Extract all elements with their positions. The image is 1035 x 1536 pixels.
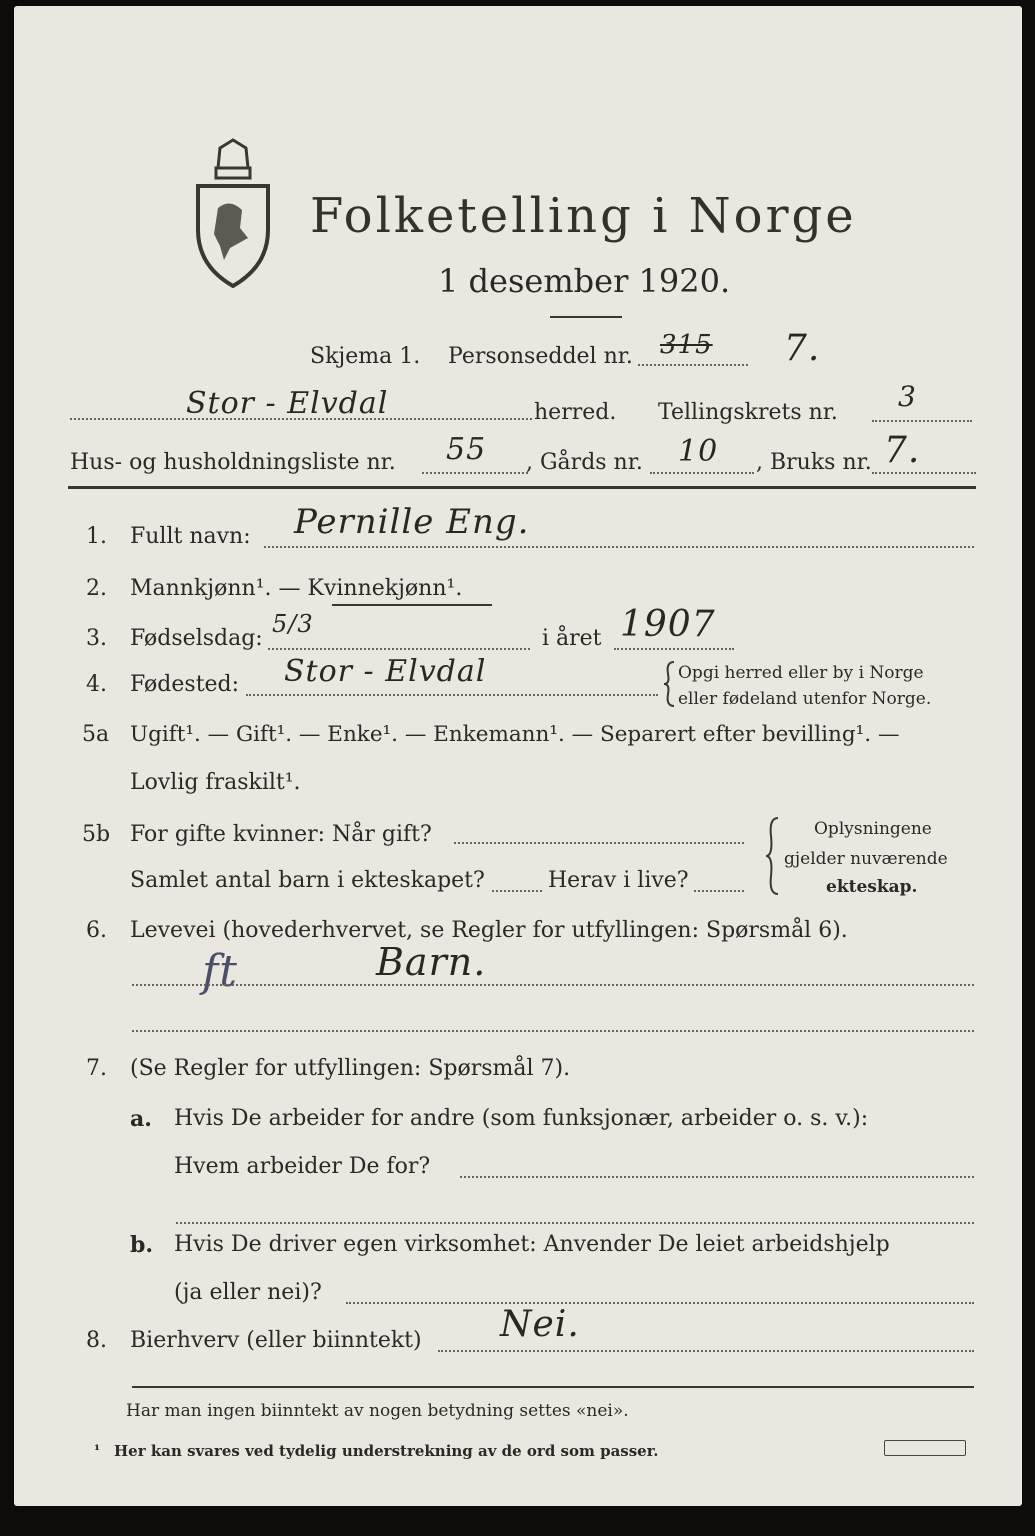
- q3-value: 5/3: [272, 610, 314, 638]
- q6-line-1: [132, 984, 974, 986]
- tellingskrets-label: Tellingskrets nr.: [658, 400, 838, 425]
- q4-label: Fødested:: [130, 672, 240, 697]
- q7-number: 7.: [86, 1056, 107, 1081]
- q6-code-mark: ft: [202, 946, 238, 997]
- q7a-label-2: Hvem arbeider De for?: [174, 1154, 431, 1179]
- q5b-label-3: Herav i live?: [548, 868, 689, 893]
- herred-label: herred.: [534, 400, 617, 425]
- gards-value: 10: [678, 434, 719, 469]
- q7b-value: Nei.: [500, 1304, 580, 1345]
- q5b-note-brace-icon: [764, 816, 780, 896]
- q7a-line-2: [176, 1222, 974, 1224]
- q6-line-2: [132, 1030, 974, 1032]
- q6-value: Barn.: [376, 940, 487, 984]
- q5b-line-2: [492, 890, 542, 892]
- q2-label: Mannkjønn¹. — Kvinnekjønn¹.: [130, 576, 463, 601]
- footer-note: Har man ingen biinntekt av nogen betydning settes «nei».: [126, 1401, 629, 1421]
- q6-number: 6.: [86, 918, 107, 943]
- q5a-label: Ugift¹. — Gift¹. — Enke¹. — Enkemann¹. — Separert efter bevilling¹. —: [130, 722, 900, 747]
- q8-line: [438, 1350, 974, 1352]
- q6-label: Levevei (hovederhvervet, se Regler for utfyllingen: Spørsmål 6).: [130, 918, 848, 943]
- tellingskrets-line: [872, 420, 972, 422]
- q5b-line-3: [694, 890, 744, 892]
- q7a-label: Hvis De arbeider for andre (som funksjonær, arbeider o. s. v.):: [174, 1106, 869, 1131]
- q5b-note-line-3: ekteskap.: [826, 877, 918, 897]
- q1-value: Pernille Eng.: [294, 502, 530, 542]
- title-rule: [550, 316, 622, 318]
- q4-note-line-2: eller fødeland utenfor Norge.: [678, 689, 932, 709]
- q4-line: [246, 694, 658, 696]
- q5b-note-line-1: Oplysningene: [814, 819, 932, 839]
- footnote-text: Her kan svares ved tydelig understrekning av de ord som passer.: [114, 1442, 659, 1460]
- hus-value: 55: [446, 432, 487, 467]
- gards-label: , Gårds nr.: [526, 450, 643, 475]
- hus-line: [422, 472, 528, 474]
- q4-number: 4.: [86, 672, 107, 697]
- footer-divider: [132, 1386, 974, 1388]
- q5b-label: For gifte kvinner: Når gift?: [130, 822, 432, 847]
- q1-label: Fullt navn:: [130, 524, 251, 549]
- footnote-mark: ¹: [94, 1443, 101, 1459]
- q5b-line-1: [454, 842, 744, 844]
- q3-year-line: [614, 648, 734, 650]
- q7b-letter: b.: [130, 1232, 154, 1258]
- tellingskrets-value: 3: [898, 380, 917, 413]
- q1-line: [264, 546, 974, 548]
- q3-label: Fødselsdag:: [130, 626, 263, 651]
- q8-number: 8.: [86, 1328, 107, 1353]
- q4-note-brace-icon: [662, 660, 676, 708]
- personseddel-struck-value: 315: [660, 330, 713, 360]
- q2-underline-kvinnekjonn: [332, 604, 492, 606]
- personseddel-line: [638, 364, 748, 366]
- q2-number: 2.: [86, 576, 107, 601]
- q3-number: 3.: [86, 626, 107, 651]
- header-divider: [68, 486, 976, 489]
- q7-label: (Se Regler for utfyllingen: Spørsmål 7).: [130, 1056, 571, 1081]
- q1-number: 1.: [86, 524, 107, 549]
- form-title: Folketelling i Norge: [310, 188, 857, 244]
- census-form-sheet: [14, 6, 1022, 1506]
- gards-line: [650, 472, 754, 474]
- printer-stamp: [884, 1440, 966, 1456]
- bruks-value: 7.: [884, 430, 921, 471]
- hus-label: Hus- og husholdningsliste nr.: [70, 450, 396, 475]
- norway-coat-of-arms-icon: [190, 138, 276, 288]
- q7a-line-1: [460, 1176, 974, 1178]
- q4-note-line-1: Opgi herred eller by i Norge: [678, 663, 924, 683]
- skjema-label: Skjema 1.: [310, 344, 421, 369]
- herred-line: [70, 418, 532, 420]
- q3-line: [268, 648, 530, 650]
- personseddel-label: Personseddel nr.: [448, 344, 633, 369]
- q7b-label: Hvis De driver egen virksomhet: Anvender De leiet arbeidshjelp: [174, 1232, 890, 1257]
- q7b-line: [346, 1302, 974, 1304]
- census-date: 1 desember 1920.: [438, 262, 731, 300]
- q4-value: Stor - Elvdal: [284, 654, 487, 689]
- bruks-line: [872, 472, 976, 474]
- q7b-label-2: (ja eller nei)?: [174, 1280, 322, 1305]
- q3-year-label: i året: [542, 626, 602, 651]
- q5a-label-2: Lovlig fraskilt¹.: [130, 770, 301, 795]
- personseddel-value: 7.: [784, 328, 821, 369]
- q7a-letter: a.: [130, 1106, 152, 1132]
- herred-value: Stor - Elvdal: [186, 386, 389, 421]
- bruks-label: , Bruks nr.: [756, 450, 872, 475]
- q8-label: Bierhverv (eller biinntekt): [130, 1328, 422, 1353]
- q5b-note-line-2: gjelder nuværende: [784, 849, 948, 869]
- q5b-label-2: Samlet antal barn i ekteskapet?: [130, 868, 485, 893]
- q5b-number: 5b: [82, 822, 111, 847]
- q3-year-value: 1907: [620, 604, 716, 645]
- q5a-number: 5a: [82, 722, 110, 747]
